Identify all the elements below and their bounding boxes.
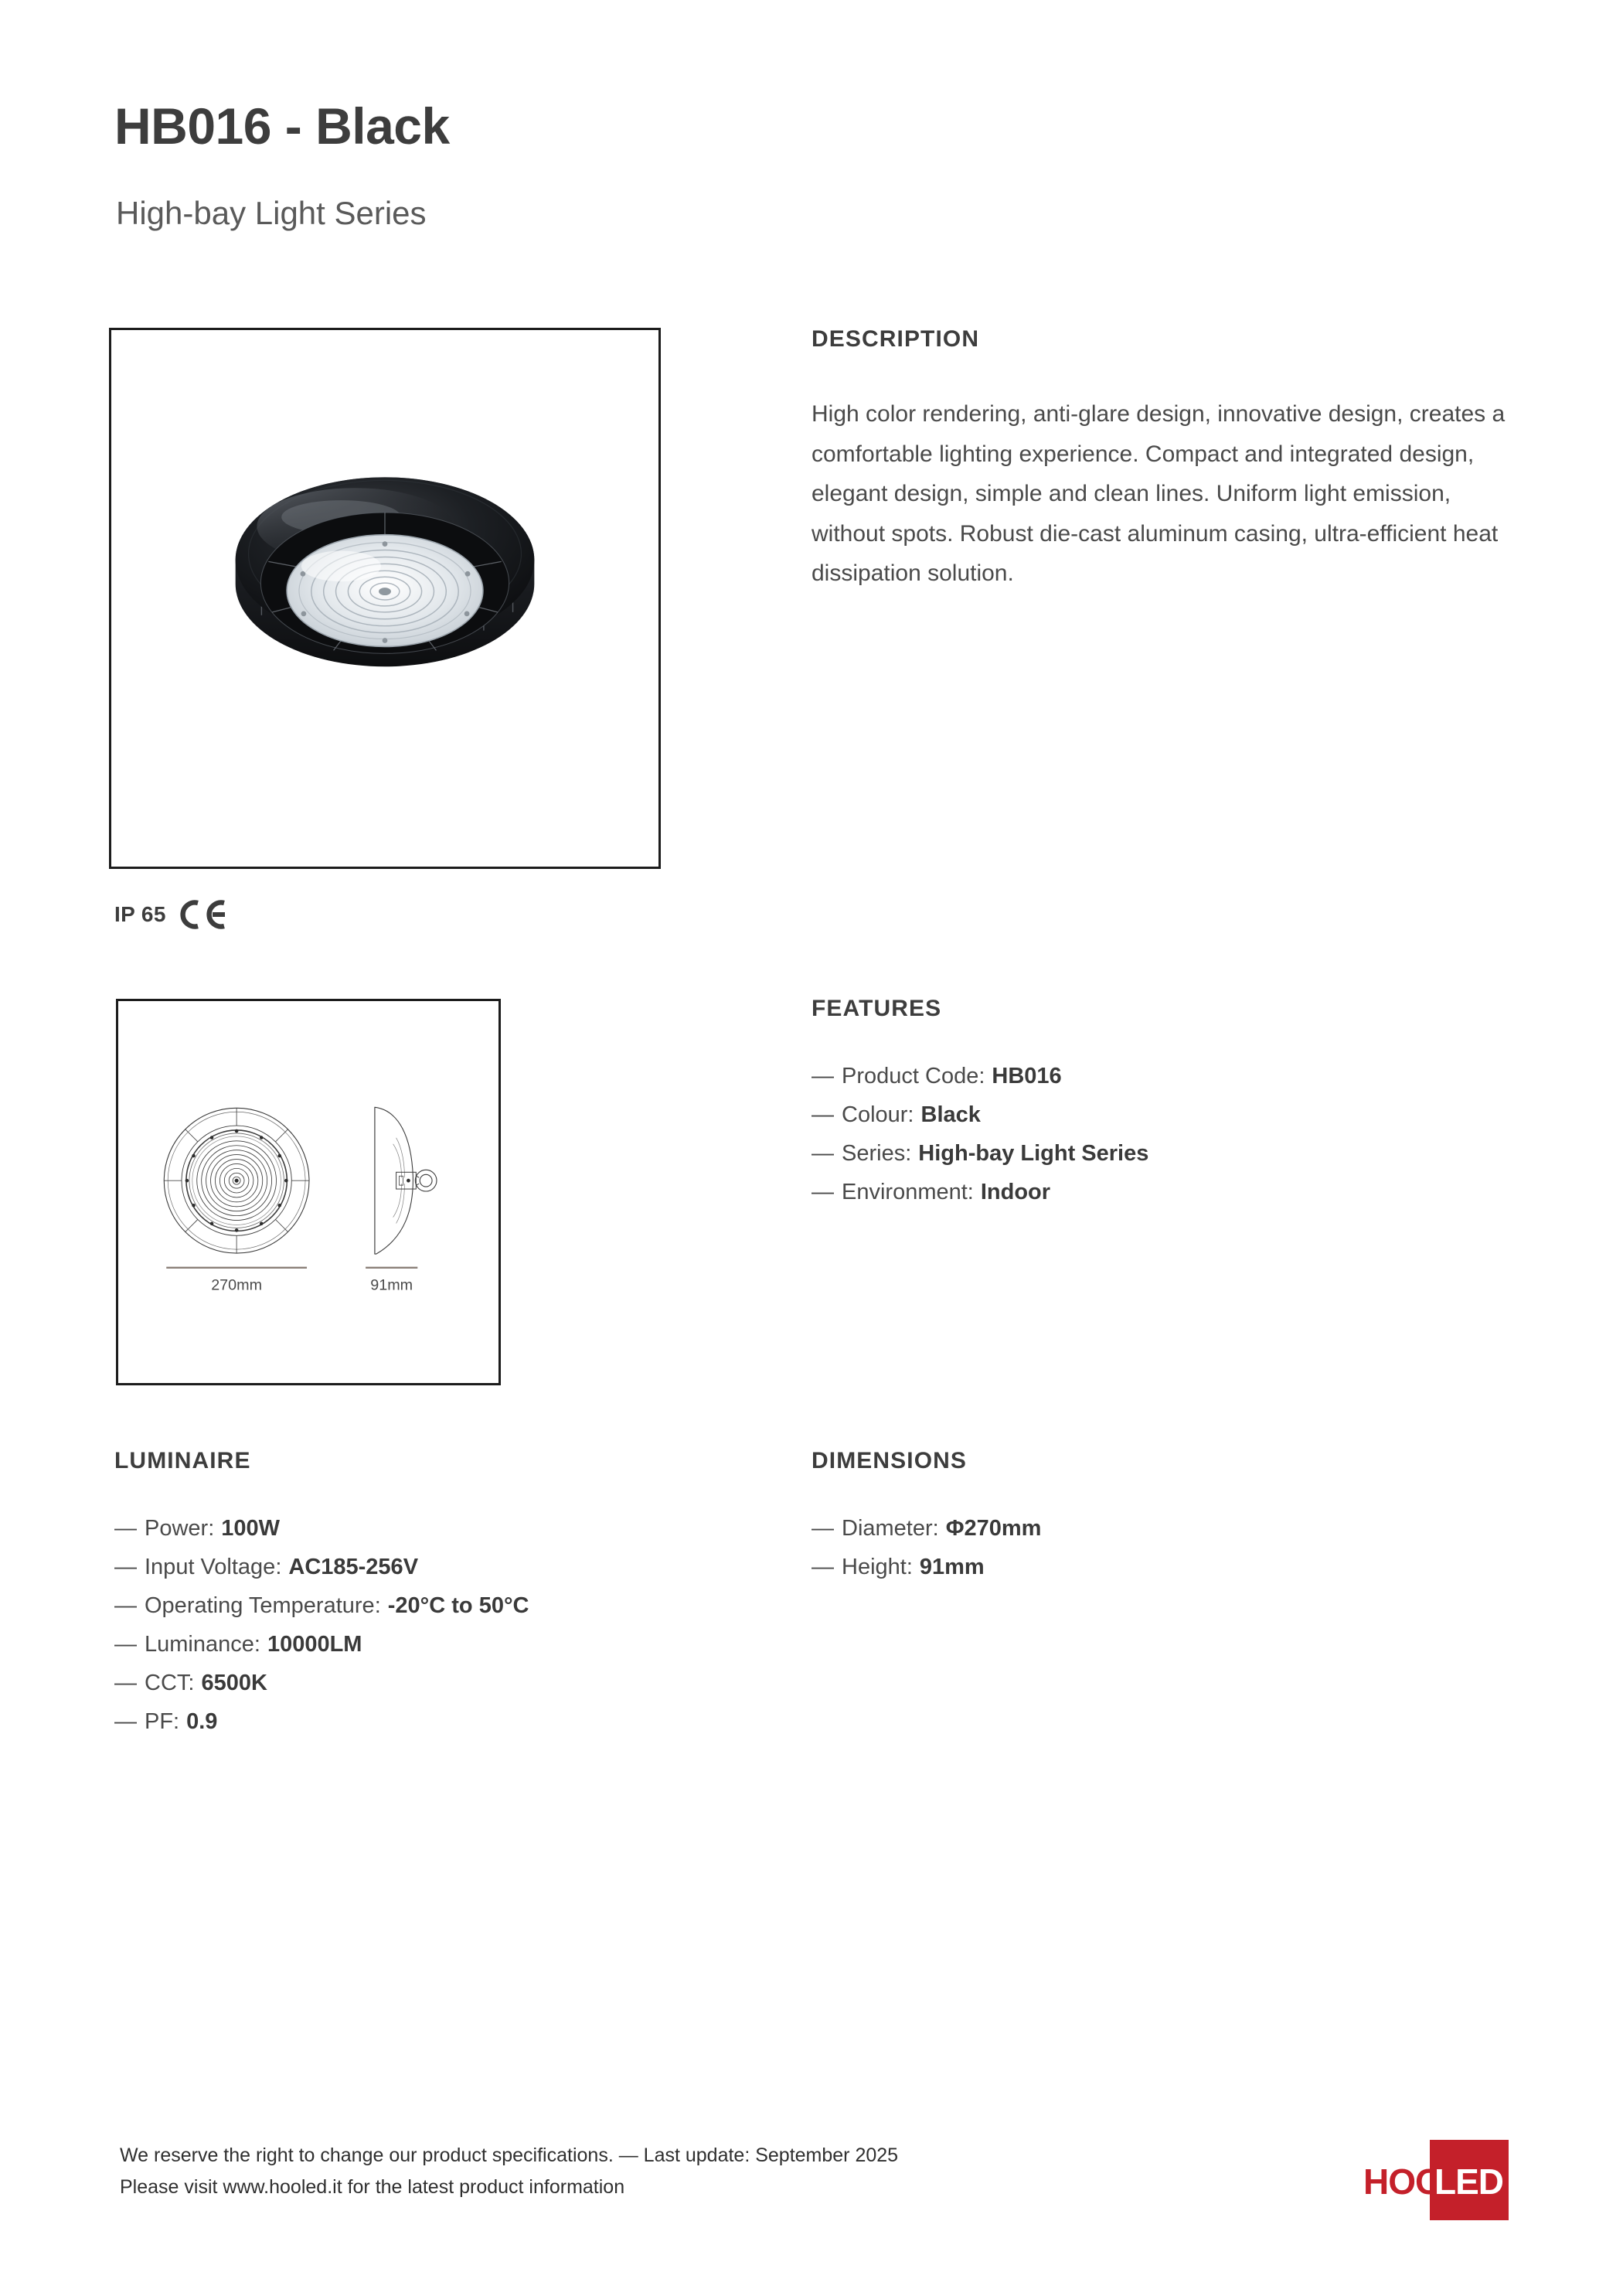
list-item (114, 1711, 748, 1733)
bullet-dash-icon: — (114, 1516, 137, 1541)
bullet-dash-icon: — (812, 1180, 834, 1204)
footer-line-1: We reserve the right to change our product specifications. — Last update: September 2025 (120, 2144, 899, 2166)
list-item (812, 1065, 1507, 1088)
spec-label: PF: (145, 1709, 180, 1734)
spec-value: 91mm (919, 1555, 985, 1579)
spec-label: Power: (145, 1516, 215, 1541)
description-body: High color rendering, anti-glare design, innovative design, creates a comfortable lighting experience. Compact and integrated design, elegant design, simple and clean lines. Uniform light emission, without spots. Robust die-cast aluminum casing, ultra-efficient heat dissipation solution. (812, 401, 1506, 587)
product-photo-image (111, 330, 658, 867)
dimensions-list (812, 1518, 1507, 1595)
luminaire-heading: LUMINAIRE (114, 1448, 251, 1473)
list-item (114, 1556, 748, 1579)
list-item (812, 1143, 1507, 1165)
footer-line-2: Please visit www.hooled.it for the latest product information (120, 2175, 625, 2198)
bullet-dash-icon: — (114, 1709, 137, 1734)
spec-label: Height: (842, 1555, 913, 1579)
spec-value: AC185-256V (288, 1555, 419, 1579)
spec-label: Series: (842, 1141, 912, 1166)
list-item (812, 1181, 1507, 1204)
spec-label: CCT: (145, 1671, 195, 1695)
page-subtitle: High-bay Light Series (116, 195, 427, 231)
technical-drawing-box (116, 999, 501, 1385)
spec-value: High-bay Light Series (918, 1141, 1149, 1166)
list-item (114, 1518, 748, 1540)
description-heading: DESCRIPTION (812, 326, 980, 352)
front-view-dimension-label: 270mm (211, 1276, 263, 1294)
list-item (114, 1672, 748, 1695)
features-list (812, 1065, 1507, 1220)
spec-value: HB016 (992, 1064, 1062, 1088)
bullet-dash-icon: — (114, 1671, 137, 1695)
list-item (812, 1518, 1507, 1540)
bullet-dash-icon: — (812, 1064, 834, 1088)
bullet-dash-icon: — (114, 1593, 137, 1618)
bullet-dash-icon: — (114, 1632, 137, 1657)
bullet-dash-icon: — (114, 1555, 137, 1579)
footer-disclaimer (120, 2140, 898, 2202)
spec-value: -20°C to 50°C (387, 1593, 529, 1618)
ce-mark-icon (177, 899, 228, 930)
spec-value: 0.9 (186, 1709, 218, 1734)
bullet-dash-icon: — (812, 1516, 834, 1541)
spec-value: Black (920, 1102, 981, 1127)
logo-text-led: LED (1434, 2161, 1503, 2202)
spec-label: Environment: (842, 1180, 974, 1204)
spec-value: 100W (221, 1516, 281, 1541)
spec-value: 6500K (201, 1671, 267, 1695)
ip-rating-label: IP 65 (114, 902, 166, 926)
spec-value: Φ270mm (945, 1516, 1042, 1541)
spec-value: 10000LM (267, 1632, 362, 1657)
product-photo-box (109, 328, 661, 869)
list-item (114, 1595, 748, 1617)
technical-drawing-image (118, 1001, 498, 1383)
list-item (812, 1104, 1507, 1126)
hooled-brand-logo (1362, 2140, 1509, 2220)
spec-value: Indoor (980, 1180, 1051, 1204)
features-heading: FEATURES (812, 996, 942, 1021)
spec-label: Product Code: (842, 1064, 985, 1088)
logo-text-hoo: HOO (1363, 2161, 1442, 2202)
bullet-dash-icon: — (812, 1141, 834, 1166)
spec-label: Input Voltage: (145, 1555, 282, 1579)
bullet-dash-icon: — (812, 1555, 834, 1579)
list-item (114, 1633, 748, 1656)
bullet-dash-icon: — (812, 1102, 834, 1127)
side-view-dimension-label: 91mm (370, 1276, 413, 1294)
list-item (812, 1556, 1507, 1579)
spec-label: Diameter: (842, 1516, 939, 1541)
page-title: HB016 - Black (114, 97, 450, 155)
spec-label: Operating Temperature: (145, 1593, 381, 1618)
luminaire-list (114, 1518, 748, 1749)
spec-label: Luminance: (145, 1632, 260, 1657)
spec-label: Colour: (842, 1102, 914, 1127)
ip-ce-rating-row (114, 899, 228, 930)
dimensions-heading: DIMENSIONS (812, 1448, 968, 1473)
